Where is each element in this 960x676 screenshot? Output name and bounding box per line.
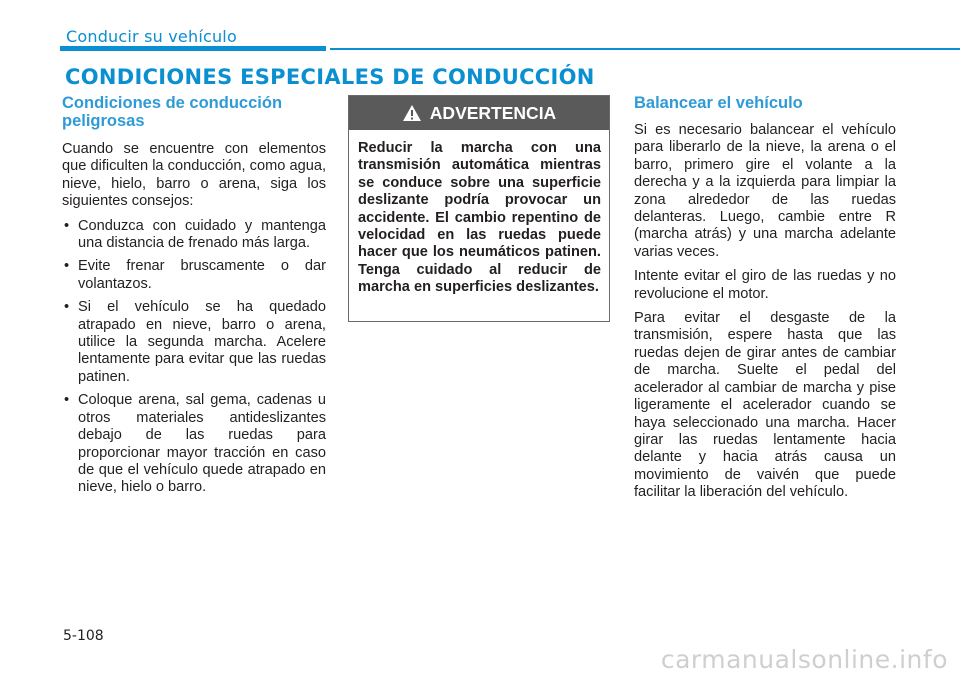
right-subheading: Balancear el vehículo — [634, 94, 803, 112]
right-paragraph: Si es necesario balancear el vehículo para liberarlo de la nieve, la arena o el barro, primero gire el volante a la derecha y a la izquierda para limpiar la zona alrededor de las ruedas delanteras. Luego, cambie entre R (marcha atrás) y una marcha adelante varias veces. — [634, 122, 896, 260]
bullet-dot: • — [64, 299, 70, 316]
bullet-dot: • — [64, 258, 70, 275]
warning-box — [348, 95, 610, 322]
list-item — [62, 392, 326, 496]
list-item — [62, 218, 326, 253]
list-item-text: Si el vehículo se ha quedado atrapado en nieve, barro o arena, utilice la segunda marcha. Acelere lentamente para evitar que las ruedas patinen. — [78, 299, 326, 385]
bullet-dot: • — [64, 217, 70, 234]
left-column — [62, 94, 326, 503]
right-paragraph: Intente evitar el giro de las ruedas y no revolucione el motor. — [634, 268, 896, 302]
list-item-text: Coloque arena, sal gema, cadenas u otros materiales antideslizantes debajo de las ruedas para proporcionar mayor tracción en caso de que el vehículo quede atrapado en nieve, hielo o barro. — [78, 392, 326, 496]
page-header-title: Conducir su vehículo — [66, 27, 237, 46]
header-rule-thick — [60, 46, 326, 51]
left-intro-paragraph: Cuando se encuentre con elementos que dificulten la conducción, como agua, nieve, hielo, barro o arena, siga los siguientes consejos: — [62, 141, 326, 210]
list-item — [62, 258, 326, 293]
right-column — [634, 94, 896, 509]
warning-label: ADVERTENCIA — [429, 102, 557, 123]
header-rule-thin — [330, 48, 960, 50]
page-number: 5-108 — [63, 628, 104, 644]
list-item — [62, 299, 326, 386]
warning-header — [349, 96, 609, 130]
section-title: CONDICIONES ESPECIALES DE CONDUCCIÓN — [65, 65, 595, 89]
list-item-text: Evite frenar bruscamente o dar volantazos. — [78, 258, 326, 292]
bullet-dot: • — [64, 392, 70, 409]
left-subheading: Condiciones de conducción peligrosas — [62, 94, 283, 130]
watermark: carmanualsonline.info — [660, 645, 948, 674]
list-item-text: Conduzca con cuidado y mantenga una distancia de frenado más larga. — [78, 217, 326, 252]
right-paragraph: Para evitar el desgaste de la transmisión, espere hasta que las ruedas dejen de girar antes de cambiar de marcha. Suelte el pedal del acelerador al cambiar de marcha y pise ligeramente el acelerador cuando se haya seleccionado una marcha. Hacer girar las ruedas lentamente hacia delante y hacia atrás causa un movimiento de vaivén que puede facilitar la liberación del vehículo. — [634, 310, 896, 501]
tips-list — [62, 218, 326, 497]
warning-text: Reducir la marcha con una transmisión automática mientras se conduce sobre una superficie deslizante podría provocar un accidente. El cambio repentino de velocidad en las ruedas puede hacer que los neumáticos patinen. Tenga cuidado al reducir de marcha en superficies deslizantes. — [358, 140, 601, 296]
warning-triangle-icon — [402, 104, 422, 122]
